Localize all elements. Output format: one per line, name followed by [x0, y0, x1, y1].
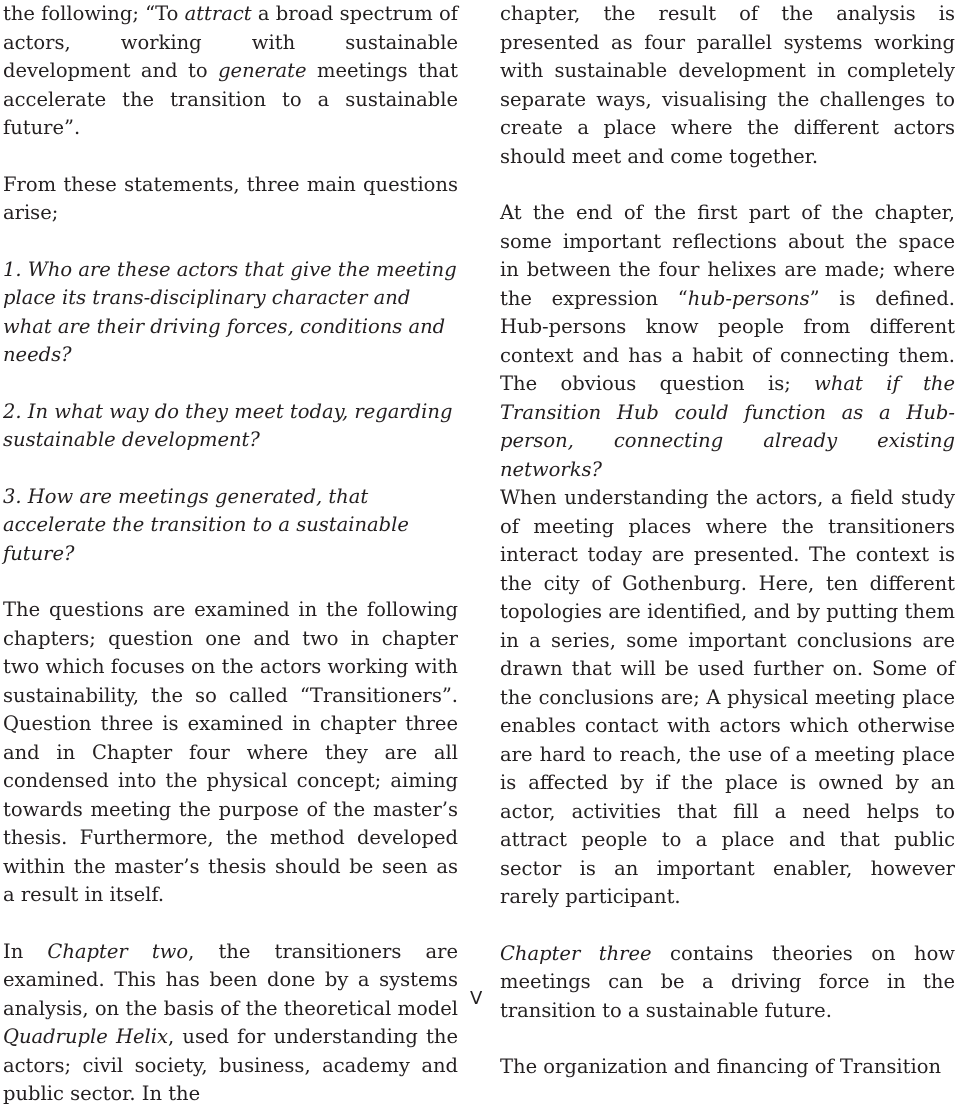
method-paragraph: The questions are examined in the following chapters; question one and two in chapter two which focuses on the actors working with sustainability, the so called “Transitioners”. Question three is examined in chapter three and in Chapter four where they are all condensed into the physical concept; aiming towards meeting the purpose of the master’s thesis. Furthermore, the method developed within the master’s thesis should be seen as a result in itself.	[3, 598, 458, 906]
page-number: V	[470, 988, 483, 1009]
hub-persons-paragraph: At the end of the first part of the chapter, some important reflections about the space in between the four helixes are made; where the expression “hub-persons” is defined. Hub-persons know people from different context and has a habit of connecting them. The obvious question is; what if the Transition Hub could function as a Hub-person, connecting already existing networks?	[500, 201, 956, 481]
chapter-three-paragraph: Chapter three contains theories on how meetings can be a driving force in the transition to a sustainable future.	[500, 941, 955, 1022]
field-study-paragraph: When understanding the actors, a field study of meeting places where the transitioners interact today are presented. The context is the city of Gothenburg. Here, ten different topologies are identified, and by putting them in a series, some important conclusions are drawn that will be used further on. Some of the conclusions are; A physical meeting place enables contact with actors which otherwise are hard to reach, the use of a meeting place is affected by if the place is owned by an actor, activities that fill a need helps to attract people to a place and that public sector is an important enabler, however rarely participant.	[500, 486, 955, 908]
analysis-result-paragraph: chapter, the result of the analysis is presented as four parallel systems working with sustainable development in completely separate ways, visualising the challenges to create a place where the different actors should meet and come together.	[500, 2, 955, 168]
question-1: 1. Who are these actors that give the meeting place its trans-disciplinary character and what are their driving forces, conditions and needs?	[3, 257, 457, 366]
questions-intro: From these statements, three main questions arise;	[3, 172, 458, 224]
left-column	[3, 0, 458, 1109]
intro-paragraph: the following; “To attract a broad spectrum of actors, working with sustainable development and to generate meetings that accelerate the transition to a sustainable future”.	[3, 2, 458, 139]
chapter-two-paragraph: In Chapter two, the transitioners are examined. This has been done by a systems analysis, on the basis of the theoretical model Quadruple Helix, used for understanding the actors; civil society, business, academy and public sector. In the	[3, 939, 458, 1105]
question-2: 2. In what way do they meet today, regarding sustainable development?	[3, 399, 453, 451]
organization-paragraph: The organization and financing of Transition	[500, 1055, 942, 1078]
question-3: 3. How are meetings generated, that accelerate the transition to a sustainable future?	[3, 484, 409, 565]
right-column	[500, 0, 955, 1082]
